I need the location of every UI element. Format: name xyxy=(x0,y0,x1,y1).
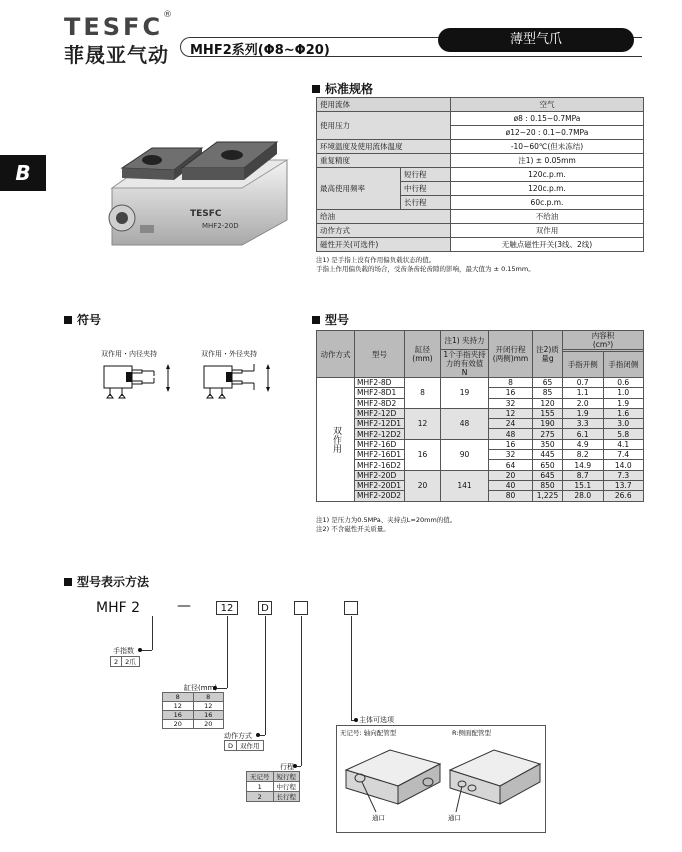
close-cell: 0.6 xyxy=(603,378,644,388)
series-title: MHF2系列(Φ8~Φ20) xyxy=(190,43,330,58)
spec-label: 使用压力 xyxy=(317,112,451,140)
symbol-inner-grip xyxy=(96,360,186,400)
model-cell: MHF2-20D1 xyxy=(355,480,405,490)
open-cell: 0.7 xyxy=(563,378,604,388)
bore-label: 缸径(mm) xyxy=(184,684,218,692)
model-cell: MHF2-8D2 xyxy=(355,398,405,408)
model-cell: MHF2-12D2 xyxy=(355,429,405,439)
photo-brand: TESFC xyxy=(190,209,222,219)
stroke-cell: 48 xyxy=(489,429,533,439)
action-code-table: D 双作用 xyxy=(224,740,264,751)
model-cell: MHF2-20D xyxy=(355,470,405,480)
mass-cell: 65 xyxy=(533,378,563,388)
mass-cell: 445 xyxy=(533,450,563,460)
stroke-cell: 12 xyxy=(489,408,533,418)
spec-label: 最高使用频率 xyxy=(317,168,401,210)
open-cell: 8.7 xyxy=(563,470,604,480)
close-cell: 4.1 xyxy=(603,439,644,449)
model-cell: MHF2-20D2 xyxy=(355,491,405,501)
open-cell: 15.1 xyxy=(563,480,604,490)
model-cell: MHF2-12D xyxy=(355,408,405,418)
spec-value: 注1) ± 0.05mm xyxy=(451,154,644,168)
bore-cell: 8 xyxy=(405,378,441,409)
open-cell: 4.9 xyxy=(563,439,604,449)
spec-value: 无触点磁性开关(3线、2线) xyxy=(451,238,644,252)
close-cell: 1.6 xyxy=(603,408,644,418)
action-label: 动作方式 xyxy=(224,732,252,740)
table-row xyxy=(317,408,644,418)
mass-cell: 850 xyxy=(533,480,563,490)
product-type-tab: 薄型气爪 xyxy=(438,28,634,52)
model-cell: MHF2-16D2 xyxy=(355,460,405,470)
photo-model: MHF2-20D xyxy=(202,222,239,230)
open-cell: 3.3 xyxy=(563,419,604,429)
close-cell: 14.0 xyxy=(603,460,644,470)
axial-port-drawing xyxy=(340,740,444,822)
mass-cell: 190 xyxy=(533,419,563,429)
spec-value: ø8 : 0.15~0.7MPa xyxy=(451,112,644,126)
table-row xyxy=(317,378,644,388)
model-cell: MHF2-16D xyxy=(355,439,405,449)
order-dash: — xyxy=(177,598,191,614)
stroke-cell: 16 xyxy=(489,388,533,398)
mass-cell: 155 xyxy=(533,408,563,418)
side-port-drawing xyxy=(444,740,544,822)
spec-table xyxy=(316,97,644,252)
bore-cell: 20 xyxy=(405,470,441,501)
open-cell: 14.9 xyxy=(563,460,604,470)
force-cell: 48 xyxy=(441,408,489,439)
col-model: 型号 xyxy=(355,331,405,378)
spec-value: -10~60℃(但未冻结) xyxy=(451,140,644,154)
spec-sublabel: 中行程 xyxy=(401,182,451,196)
spec-value: ø12~20 : 0.1~0.7MPa xyxy=(451,126,644,140)
stroke-cell: 24 xyxy=(489,419,533,429)
col-close: 手指闭侧 xyxy=(603,352,644,378)
close-cell: 1.9 xyxy=(603,398,644,408)
spec-value: 120c.p.m. xyxy=(451,182,644,196)
stroke-cell: 8 xyxy=(489,378,533,388)
model-section-title: 型号 xyxy=(312,311,349,328)
model-cell: MHF2-8D xyxy=(355,378,405,388)
spec-label: 环境温度及使用流体温度 xyxy=(317,140,451,154)
open-cell: 28.0 xyxy=(563,491,604,501)
spec-sublabel: 短行程 xyxy=(401,168,451,182)
open-cell: 2.0 xyxy=(563,398,604,408)
spec-section-title: 标准规格 xyxy=(312,80,373,97)
symbol-section-title: 符号 xyxy=(64,311,101,328)
logo-chinese: 菲晟亚气动 xyxy=(64,43,169,67)
port-label-left: 通口 xyxy=(372,814,385,822)
col-action: 动作方式 xyxy=(317,331,355,378)
col-bore: 缸径(mm) xyxy=(405,331,441,378)
spec-notes: 注1) 是手指上没有作用偏负载状态的值。 手指上作用偏负载的场合，受齿条齿轮齿隙的影响，最大值为 ± 0.15mm。 xyxy=(316,256,535,273)
order-option-box xyxy=(344,601,358,615)
stroke-cell: 20 xyxy=(489,470,533,480)
section-tab: B xyxy=(0,155,46,191)
order-stroke-box xyxy=(294,601,308,615)
model-cell: MHF2-8D1 xyxy=(355,388,405,398)
col-force: 1个手指夹持力的有效值 N xyxy=(441,350,489,378)
symbol-label-inner: 双作用・内径夹持 xyxy=(101,350,157,358)
product-photo xyxy=(92,130,292,255)
close-cell: 13.7 xyxy=(603,480,644,490)
open-cell: 1.9 xyxy=(563,408,604,418)
action-cell: 双作用 xyxy=(317,378,355,502)
stroke-cell: 40 xyxy=(489,480,533,490)
bore-cell: 16 xyxy=(405,439,441,470)
close-cell: 7.3 xyxy=(603,470,644,480)
force-cell: 19 xyxy=(441,378,489,409)
spec-header-label: 使用流体 xyxy=(317,98,451,112)
spec-label: 给油 xyxy=(317,210,451,224)
close-cell: 5.8 xyxy=(603,429,644,439)
open-cell: 1.1 xyxy=(563,388,604,398)
spec-value: 60c.p.m. xyxy=(451,196,644,210)
model-table xyxy=(316,330,644,502)
fingers-label: 手指数 xyxy=(113,647,134,655)
stroke-cell: 32 xyxy=(489,398,533,408)
bore-cell: 12 xyxy=(405,408,441,439)
mass-cell: 1,225 xyxy=(533,491,563,501)
option-side: R:侧面配管型 xyxy=(452,729,492,737)
fingers-code-table: 2 2爪 xyxy=(110,656,140,667)
table-row xyxy=(317,439,644,449)
order-action-box: D xyxy=(258,601,272,615)
force-cell: 90 xyxy=(441,439,489,470)
stroke-cell: 16 xyxy=(489,439,533,449)
close-cell: 7.4 xyxy=(603,450,644,460)
registered-mark: ® xyxy=(163,10,172,20)
close-cell: 26.6 xyxy=(603,491,644,501)
spec-sublabel: 长行程 xyxy=(401,196,451,210)
close-cell: 1.0 xyxy=(603,388,644,398)
port-label-right: 通口 xyxy=(448,814,461,822)
stroke-cell: 64 xyxy=(489,460,533,470)
spec-value: 双作用 xyxy=(451,224,644,238)
mass-cell: 120 xyxy=(533,398,563,408)
open-cell: 6.1 xyxy=(563,429,604,439)
col-stroke: 开闭行程(两侧)mm xyxy=(489,331,533,378)
close-cell: 3.0 xyxy=(603,419,644,429)
stroke-label: 行程 xyxy=(280,763,294,771)
ordering-section-title: 型号表示方法 xyxy=(64,573,149,590)
option-label: 主体可选项 xyxy=(359,716,394,724)
spec-header-value: 空气 xyxy=(451,98,644,112)
col-force-top: 注1) 夹持力 xyxy=(441,331,489,350)
mass-cell: 645 xyxy=(533,470,563,480)
force-cell: 141 xyxy=(441,470,489,501)
stroke-cell: 32 xyxy=(489,450,533,460)
spec-label: 动作方式 xyxy=(317,224,451,238)
spec-value: 120c.p.m. xyxy=(451,168,644,182)
option-axial: 无记号: 轴向配管型 xyxy=(340,729,397,737)
model-cell: MHF2-16D1 xyxy=(355,450,405,460)
model-notes: 注1) 是压力为0.5MPa、夹持点L=20mm的值。 注2) 不含磁性开关质量。 xyxy=(316,516,457,533)
col-mass: 注2)质量g xyxy=(533,331,563,378)
spec-label: 磁性开关(可选件) xyxy=(317,238,451,252)
table-row xyxy=(317,470,644,480)
model-cell: MHF2-12D1 xyxy=(355,419,405,429)
mass-cell: 85 xyxy=(533,388,563,398)
mass-cell: 275 xyxy=(533,429,563,439)
order-bore-box: 12 xyxy=(216,601,238,615)
mass-cell: 350 xyxy=(533,439,563,449)
mass-cell: 650 xyxy=(533,460,563,470)
col-open: 手指开侧 xyxy=(563,352,604,378)
stroke-cell: 80 xyxy=(489,491,533,501)
logo-text: TESFC xyxy=(64,13,164,41)
bore-code-table: 8 8 12 12 16 16 20 20 xyxy=(162,692,224,729)
symbol-outer-grip xyxy=(196,360,286,400)
symbol-label-outer: 双作用・外径夹持 xyxy=(201,350,257,358)
open-cell: 8.2 xyxy=(563,450,604,460)
col-volume: 内容积 (cm³) xyxy=(563,331,644,350)
order-prefix: MHF 2 xyxy=(96,600,141,616)
spec-value: 不给油 xyxy=(451,210,644,224)
stroke-code-table: 无记号 短行程 1 中行程 2 长行程 xyxy=(246,771,300,802)
spec-label: 重复精度 xyxy=(317,154,451,168)
